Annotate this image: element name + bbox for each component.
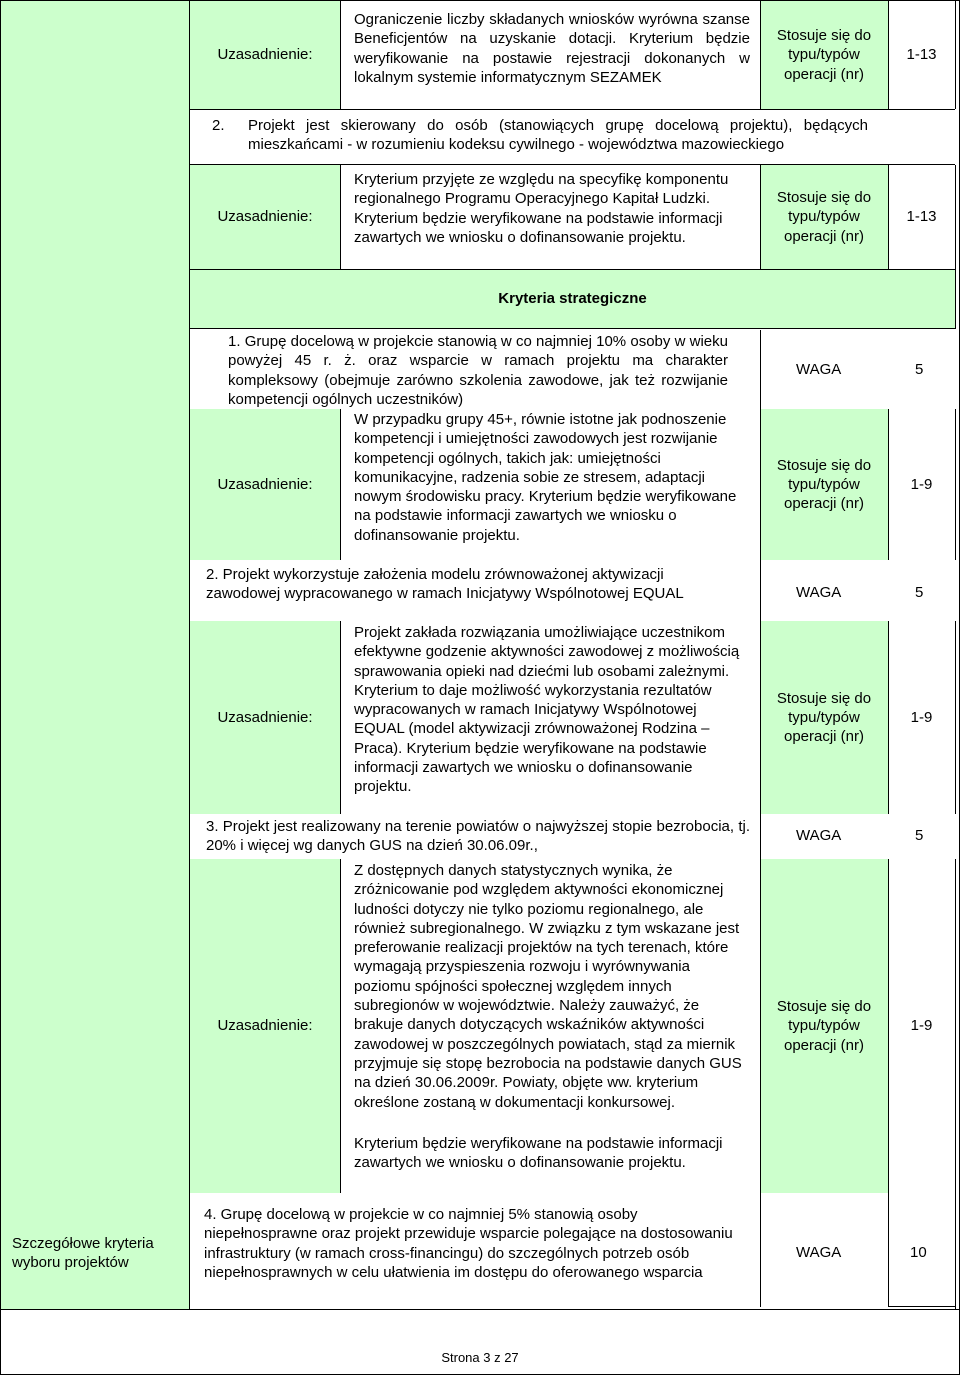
justification-text: Z dostępnych danych statystycznych wynika, że zróżnicowanie pod względem aktywności ekonomicznej ludności dotyczy nie tylko poziomu regionalnego, ale również subregionalnego. W związku z tym wskazane jest preferowanie realizacji projektów na tych terenach, które wymagają przyspieszenia rozwoju i wyrównywania poziomu spójności społecznej względem innych subregionów w województwie. Należy zauważyć, że brakuje danych dotyczących wskaźników aktywności zawodowej w poszczególnych powiatach, stąd za miernik przyjmuje się stopę bezrobocia na podstawie danych GUS na dzień 30.06.2009r. Powiaty, objęte ww. kryterium określone zostaną w dokumentacji konkursowej. <box>354 862 742 1111</box>
weight-label: WAGA <box>796 1244 842 1261</box>
left-category-cell <box>1 1 189 1309</box>
weight-cell <box>760 330 955 409</box>
category-label: Szczegółowe kryteria wyboru projektów <box>12 1235 154 1272</box>
justification-label: Uzasadnienie: <box>217 46 313 64</box>
weight-label: WAGA <box>796 584 842 601</box>
strategic-criterion-text: 2. Projekt wykorzystuje założenia modelu zrównoważonej aktywizacji zawodowej wypracowanego w ramach Inicjatywy Wspólnotowej EQUAL <box>206 566 684 603</box>
weight-label: WAGA <box>796 361 842 378</box>
weight-value: 10 <box>910 1244 927 1261</box>
applies-to-label: Stosuje się do typu/typów operacji (nr) <box>776 456 872 513</box>
justification-text: Projekt zakłada rozwiązania umożliwiające uczestnikom efektywne godzenie aktywności zawodowej z możliwością sprawowania opieki nad dziećmi lub osobami zależnymi. Kryterium to daje możliwość wykorzystania rezultatów wypracowanych w ramach Inicjatywy Wspólnotowej EQUAL (model aktywizacji zrównoważonej Rodzina – Praca). Kryterium będzie weryfikowane na podstawie informacji zawartych we wniosku o dofinansowanie projektu. <box>354 624 740 796</box>
weight-cell <box>760 814 955 859</box>
weight-cell <box>760 1193 955 1307</box>
justification-label: Uzasadnienie: <box>217 708 313 726</box>
applies-to-label: Stosuje się do typu/typów operacji (nr) <box>776 689 872 746</box>
operation-range: 1-9 <box>910 708 933 726</box>
criterion-text: Projekt jest skierowany do osób (stanowiących grupę docelową projektu), będących mieszkańcami - w rozumieniu kodeksu cywilnego - województwa mazowieckiego <box>248 117 868 154</box>
applies-to-label: Stosuje się do typu/typów operacji (nr) <box>776 27 872 83</box>
justification-text: Ograniczenie liczby składanych wniosków wyrówna szanse Beneficjentów na uzyskanie dotacji. Kryterium będzie weryfikowanie na postawie rejestracji dokonanych w lokalnym systemie informatycznym SEZAMEK <box>354 11 750 86</box>
weight-cell <box>760 560 955 621</box>
weight-label: WAGA <box>796 827 842 844</box>
justification-text: Kryterium przyjęte ze względu na specyfikę komponentu regionalnego Programu Operacyjnego Kapitał Ludzki. Kryterium będzie weryfikowane na podstawie informacji zawartych we wniosku o dofinansowanie projektu. <box>354 171 729 246</box>
weight-value: 5 <box>915 361 924 378</box>
operation-range: 1-9 <box>910 1017 933 1035</box>
justification-label: Uzasadnienie: <box>217 208 313 226</box>
justification-label: Uzasadnienie: <box>217 1017 313 1035</box>
applies-to-label: Stosuje się do typu/typów operacji (nr) <box>776 189 872 245</box>
strategic-criterion-text: 4. Grupę docelową w projekcie w co najmniej 5% stanowią osoby niepełnosprawne oraz projekt przewiduje wsparcie polegające na dostosowaniu infrastruktury (w ramach cross-financingu) do szczególnych potrzeb osób niepełnosprawnych w celu ułatwienia im dostępu do oferowanego wsparcia <box>204 1206 733 1281</box>
applies-to-label: Stosuje się do typu/typów operacji (nr) <box>776 998 872 1054</box>
operation-range: 1-13 <box>906 46 937 64</box>
justification-text-continued: Kryterium będzie weryfikowane na podstawie informacji zawartych we wniosku o dofinansowanie projektu. <box>354 1135 723 1172</box>
criterion-number: 2. <box>212 117 225 134</box>
justification-label: Uzasadnienie: <box>217 475 313 493</box>
strategic-criterion-text: 3. Projekt jest realizowany na terenie powiatów o najwyższej stopie bezrobocia, tj. 20% i więcej wg danych GUS na dzień 30.06.09r., <box>206 818 750 855</box>
page-footer: Strona 3 z 27 <box>441 1350 519 1365</box>
strategic-criterion-text: 1. Grupę docelową w projekcie stanowią w co najmniej 10% osoby w wieku powyżej 45 r. ż. oraz wsparcie w ramach projektu ma charakter kompleksowy (obejmuje zarówno szkolenia zawodowe, jak też rozwijanie kompetencji ogólnych uczestników) <box>228 333 728 408</box>
operation-range: 1-13 <box>906 208 937 226</box>
weight-value: 5 <box>915 827 924 844</box>
weight-value: 5 <box>915 584 924 601</box>
operation-range: 1-9 <box>910 475 933 493</box>
strategic-criteria-heading: Kryteria strategiczne <box>498 290 647 308</box>
justification-text: W przypadku grupy 45+, równie istotne jak podnoszenie kompetencji i umiejętności zawodowych jest rozwijanie kompetencji ogólnych, takich jak: umiejętności komunikacyjne, radzenia sobie ze stresem, adaptacji nowym środowisku pracy. Kryterium będzie weryfikowane na podstawie informacji zawartych we wniosku o dofinansowanie projektu. <box>354 411 737 544</box>
